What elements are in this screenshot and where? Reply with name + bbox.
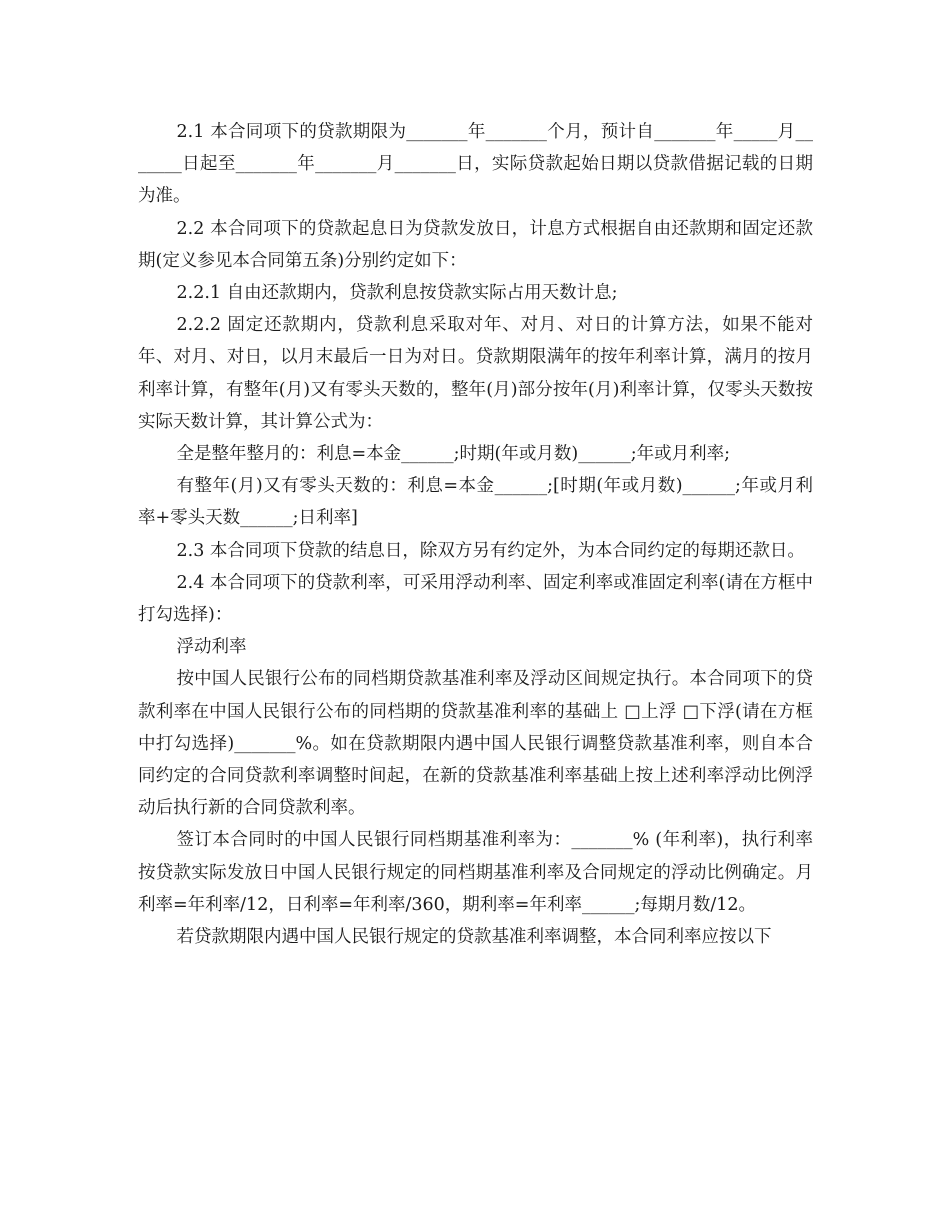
floating-rate-rules: 按中国人民银行公布的同档期贷款基准利率及浮动区间规定执行。本合同项下的贷款利率在中国人民银行公布的同档期的贷款基准利率的基础上 □上浮 □下浮(请在方框中打勾选择)_______%。如在贷款期限内遇中国人民银行调整贷款基准利率，则自本合同约定的合同贷款利率调整时间起，在新的贷款基准利率基础上按上述利率浮动比例浮动后执行新的合同贷款利率。 bbox=[138, 669, 813, 819]
clause-2-1: 2.1 本合同项下的贷款期限为_______年_______个月，预计自_______年_____月_______日起至_______年_______月_______日，实际贷款起始日期以贷款借据记载的日期为准。 bbox=[138, 122, 813, 207]
clause-2-2: 2.2 本合同项下的贷款起息日为贷款发放日，计息方式根据自由还款期和固定还款期(定义参见本合同第五条)分别约定如下： bbox=[138, 218, 813, 271]
rate-adjustment-paragraph: 若贷款期限内遇中国人民银行规定的贷款基准利率调整，本合同利率应按以下 bbox=[176, 927, 772, 948]
clause-2-3: 2.3 本合同项下贷款的结息日，除双方另有约定外，为本合同约定的每期还款日。 bbox=[176, 540, 805, 561]
clause-2-2-1: 2.2.1 自由还款期内，贷款利息按贷款实际占用天数计息; bbox=[176, 283, 618, 304]
benchmark-rate-paragraph: 签订本合同时的中国人民银行同档期基准利率为：_______% (年利率)，执行利率按贷款实际发放日中国人民银行规定的同档期基准利率及合同规定的浮动比例确定。月利率=年利率/12，日利率=年利率/360，期利率=年利率______;每期月数/12。 bbox=[138, 830, 813, 915]
formula-whole-period: 全是整年整月的：利息=本金______;时期(年或月数)______;年或月利率; bbox=[176, 444, 731, 465]
clause-2-4: 2.4 本合同项下的贷款利率，可采用浮动利率、固定利率或准固定利率(请在方框中打勾选择)： bbox=[138, 572, 813, 626]
clause-2-2-2: 2.2.2 固定还款期内，贷款利息采取对年、对月、对日的计算方法，如果不能对年、对月、对日，以月末最后一日为对日。贷款期限满年的按年利率计算，满月的按月利率计算，有整年(月)又有零头天数的，整年(月)部分按年(月)利率计算，仅零头天数按实际天数计算，其计算公式为： bbox=[138, 315, 813, 432]
floating-rate-heading: 浮动利率 bbox=[176, 637, 247, 658]
contract-body bbox=[138, 116, 813, 953]
formula-partial-period: 有整年(月)又有零头天数的：利息=本金______;[时期(年或月数)______;年或月利率+零头天数______;日利率] bbox=[138, 476, 813, 529]
